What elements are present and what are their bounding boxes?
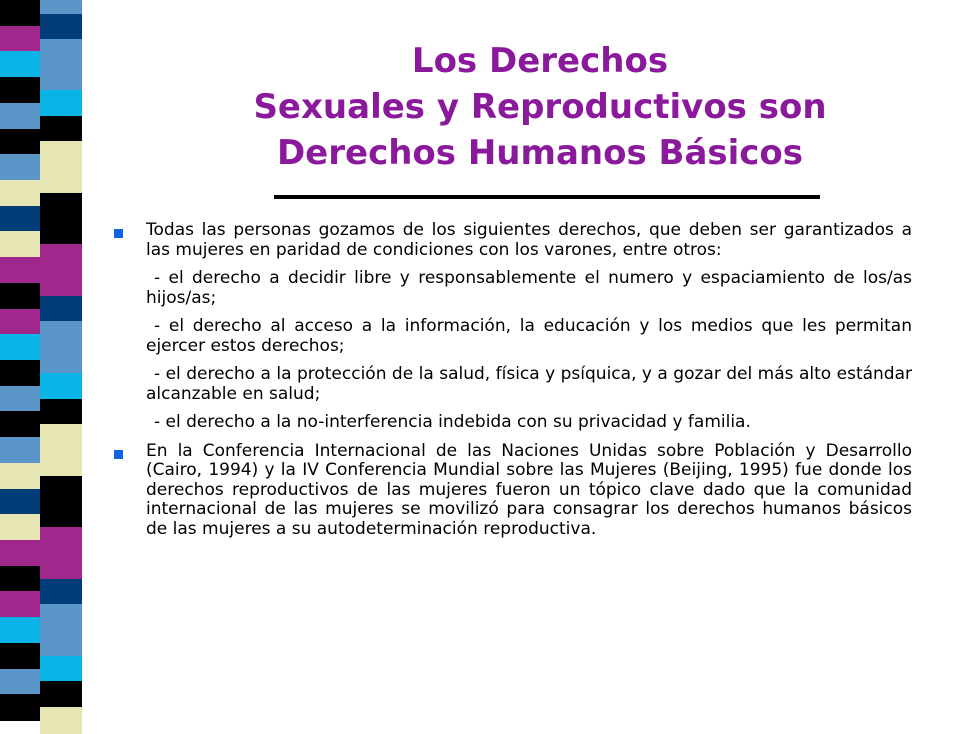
stripe-block (40, 141, 82, 168)
square-bullet-icon (114, 229, 123, 238)
stripe-block (0, 51, 40, 78)
stripe-block (40, 553, 82, 580)
stripe-block (0, 103, 40, 130)
stripe-block (40, 13, 82, 40)
stripe-block (40, 681, 82, 708)
stripe-block (0, 154, 40, 181)
stripe-block (0, 591, 40, 618)
stripe-block (40, 347, 82, 374)
paragraph-text: En la Conferencia Internacional de las Naciones Unidas sobre Población y Desarrollo (Cairo, 1994) y la IV Conferencia Mundial sobre las Mujeres (Beijing, 1995) fue donde los derechos reproductivos de las mujeres fueron un tópico clave dado que la comunidad internacional de las mujeres se movilizó para consagrar los derechos humanos básicos de las mujeres a su autodeterminación reproductiva. (146, 440, 912, 539)
stripe-block (0, 309, 40, 336)
stripe-block (0, 334, 40, 361)
right-item-information: - el derecho al acceso a la información, la educación y los medios que les permitan ejercer estos derechos; (146, 316, 912, 356)
stripe-block (0, 129, 40, 156)
stripe-block (40, 707, 82, 734)
right-item-privacy: - el derecho a la no-interferencia indebida con su privacidad y familia. (154, 412, 751, 432)
stripe-block (0, 694, 40, 721)
stripe-block (40, 579, 82, 606)
stripe-block (0, 0, 40, 27)
stripe-block (0, 411, 40, 438)
stripe-block (0, 360, 40, 387)
stripe-block (0, 437, 40, 464)
stripe-block (40, 424, 82, 451)
stripe-block (40, 296, 82, 323)
stripe-block (0, 463, 40, 490)
stripe-block (40, 656, 82, 683)
stripe-block (40, 39, 82, 66)
right-item-decide: - el derecho a decidir libre y responsablemente el numero y espaciamiento de los/as hijos/as; (146, 268, 912, 308)
stripe-block (0, 643, 40, 670)
right-item-health: - el derecho a la protección de la salud, física y psíquica, y a gozar del más alto estándar alcanzable en salud; (146, 364, 912, 404)
stripe-block (0, 489, 40, 516)
bullet-paragraph-rights (114, 221, 912, 260)
stripe-block (40, 270, 82, 297)
stripe-block (0, 617, 40, 644)
stripe-block (40, 450, 82, 477)
stripe-block (0, 669, 40, 696)
stripe-block (0, 26, 40, 53)
stripe-block (0, 566, 40, 593)
stripe-block (40, 64, 82, 91)
stripe-block (40, 604, 82, 631)
stripe-block (40, 399, 82, 426)
stripe-block (40, 116, 82, 143)
stripe-block (0, 180, 40, 207)
square-bullet-icon (114, 450, 123, 459)
stripe-block (0, 540, 40, 567)
slide-title (220, 38, 860, 176)
title-line-1: Los Derechos (411, 41, 669, 81)
stripe-block (40, 219, 82, 246)
decorative-stripe-bar (0, 0, 110, 720)
title-line-2: Sexuales y Reproductivos son (253, 87, 827, 127)
bullet-paragraph-conference (114, 442, 912, 540)
stripe-block (40, 476, 82, 503)
paragraph-text: Todas las personas gozamos de los siguientes derechos, que deben ser garantizados a las mujeres en paridad de condiciones con los varones, entre otros: (146, 220, 912, 260)
stripe-block (0, 514, 40, 541)
stripe-block (0, 77, 40, 104)
stripe-block (40, 0, 82, 14)
stripe-block (40, 373, 82, 400)
stripe-block (0, 386, 40, 413)
stripe-block (0, 231, 40, 258)
stripe-block (40, 321, 82, 348)
stripe-block (40, 527, 82, 554)
stripe-block (40, 167, 82, 194)
stripe-block (40, 630, 82, 657)
stripe-block (40, 193, 82, 220)
title-underline (274, 195, 820, 199)
slide-body (114, 221, 912, 539)
stripe-block (0, 257, 40, 284)
stripe-block (0, 206, 40, 233)
stripe-block (40, 244, 82, 271)
title-line-3: Derechos Humanos Básicos (276, 133, 804, 173)
stripe-block (0, 283, 40, 310)
stripe-block (40, 501, 82, 528)
stripe-block (40, 90, 82, 117)
